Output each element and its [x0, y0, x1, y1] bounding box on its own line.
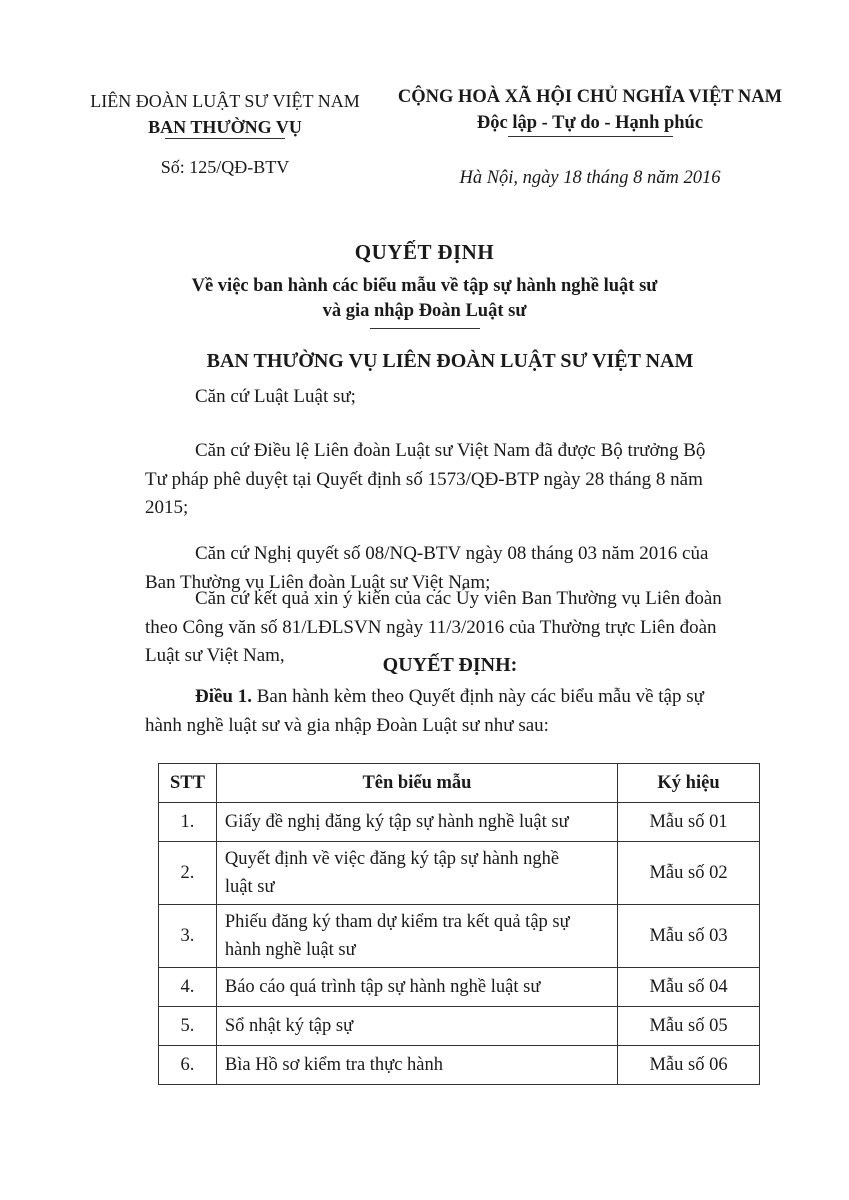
row-form-name-line-1: Bìa Hồ sơ kiểm tra thực hành	[224, 1055, 443, 1075]
basis-1	[145, 383, 735, 412]
title-underline	[370, 328, 480, 329]
row-stt: 2.	[159, 842, 217, 905]
motto: Độc lập - Tự do - Hạnh phúc	[476, 113, 704, 133]
article-1	[145, 683, 735, 740]
row-form-name	[216, 1046, 617, 1085]
article-1-label: Điều 1.	[195, 686, 252, 707]
row-code: Mẫu số 06	[618, 1046, 760, 1085]
document-title: QUYẾT ĐỊNH	[354, 240, 495, 264]
table-row	[159, 905, 760, 968]
basis-2-line-3: 2015;	[145, 497, 189, 518]
row-form-name	[216, 842, 617, 905]
table-row	[159, 1046, 760, 1085]
row-stt: 6.	[159, 1046, 217, 1085]
subtitle-line-2: và gia nhập Đoàn Luật sư	[322, 301, 527, 321]
row-code: Mẫu số 03	[618, 905, 760, 968]
document-number: Số: 125/QĐ-BTV	[160, 157, 290, 177]
row-stt: 4.	[159, 968, 217, 1007]
row-form-name-line-2: luật sư	[224, 877, 275, 897]
row-code: Mẫu số 05	[618, 1007, 760, 1046]
row-stt: 5.	[159, 1007, 217, 1046]
issuer-org: LIÊN ĐOÀN LUẬT SƯ VIỆT NAM	[90, 91, 360, 111]
header-code: Ký hiệu	[618, 764, 760, 803]
national-header	[380, 84, 800, 136]
table-row	[159, 968, 760, 1007]
row-form-name-line-1: Giấy đề nghị đăng ký tập sự hành nghề luật sư	[224, 812, 569, 832]
table-row	[159, 803, 760, 842]
row-code: Mẫu số 04	[618, 968, 760, 1007]
row-form-name-line-1: Quyết định về việc đăng ký tập sự hành nghề	[224, 849, 560, 869]
row-code: Mẫu số 02	[618, 842, 760, 905]
basis-2	[145, 437, 735, 523]
header-form-name: Tên biểu mẫu	[216, 764, 617, 803]
row-form-name	[216, 968, 617, 1007]
country-name: CỘNG HOÀ XÃ HỘI CHỦ NGHĨA VIỆT NAM	[397, 87, 783, 107]
row-form-name-line-2: hành nghề luật sư	[224, 940, 356, 960]
issuer-underline	[165, 138, 285, 139]
row-form-name	[216, 905, 617, 968]
forms-table	[158, 763, 760, 1085]
issue-date: Hà Nội, ngày 18 tháng 8 năm 2016	[459, 168, 721, 188]
table-header-row	[159, 764, 760, 803]
basis-3-line-2: Ban Thường vụ Liên đoàn Luật sư Việt Nam;	[145, 571, 491, 593]
decision-heading: QUYẾT ĐỊNH:	[382, 654, 518, 676]
document-subtitle	[0, 274, 849, 324]
row-stt: 1.	[159, 803, 217, 842]
row-stt: 3.	[159, 905, 217, 968]
table-row	[159, 1007, 760, 1046]
basis-3-line-1: Căn cứ Nghị quyết số 08/NQ-BTV ngày 08 tháng 03 năm 2016 của	[195, 543, 709, 564]
motto-underline	[508, 136, 673, 137]
issuer-board: BAN THƯỜNG VỤ	[148, 117, 302, 137]
row-form-name-line-1: Báo cáo quá trình tập sự hành nghề luật sư	[224, 977, 541, 997]
row-form-name-line-1: Sổ nhật ký tập sự	[224, 1016, 354, 1036]
basis-2-line-2: Tư pháp phê duyệt tại Quyết định số 1573/QĐ-BTP ngày 28 tháng 8 năm	[145, 468, 703, 490]
row-form-name-line-1: Phiếu đăng ký tham dự kiểm tra kết quả tập sự	[224, 912, 570, 932]
article-1-line-1	[145, 683, 735, 712]
issuer-block	[60, 88, 390, 140]
table-row	[159, 842, 760, 905]
row-code: Mẫu số 01	[618, 803, 760, 842]
subtitle-line-1: Về việc ban hành các biểu mẫu về tập sự hành nghề luật sư	[191, 276, 658, 296]
article-1-line-2: hành nghề luật sư và gia nhập Đoàn Luật sư như sau:	[145, 714, 549, 736]
row-form-name	[216, 1007, 617, 1046]
row-form-name	[216, 803, 617, 842]
article-1-text: Ban hành kèm theo Quyết định này các biểu mẫu về tập sự	[252, 686, 704, 707]
header-stt: STT	[159, 764, 217, 803]
issuing-body: BAN THƯỜNG VỤ LIÊN ĐOÀN LUẬT SƯ VIỆT NAM	[206, 350, 694, 372]
basis-4-line-1: Căn cứ kết quả xin ý kiến của các Ủy viên Ban Thường vụ Liên đoàn	[195, 588, 722, 609]
basis-4-line-3: Luật sư Việt Nam,	[145, 645, 285, 666]
basis-4-line-2: theo Công văn số 81/LĐLSVN ngày 11/3/2016 của Thường trực Liên đoàn	[145, 616, 717, 638]
basis-1-text: Căn cứ Luật Luật sư;	[195, 386, 356, 407]
basis-2-line-1: Căn cứ Điều lệ Liên đoàn Luật sư Việt Nam đã được Bộ trưởng Bộ	[195, 440, 706, 461]
